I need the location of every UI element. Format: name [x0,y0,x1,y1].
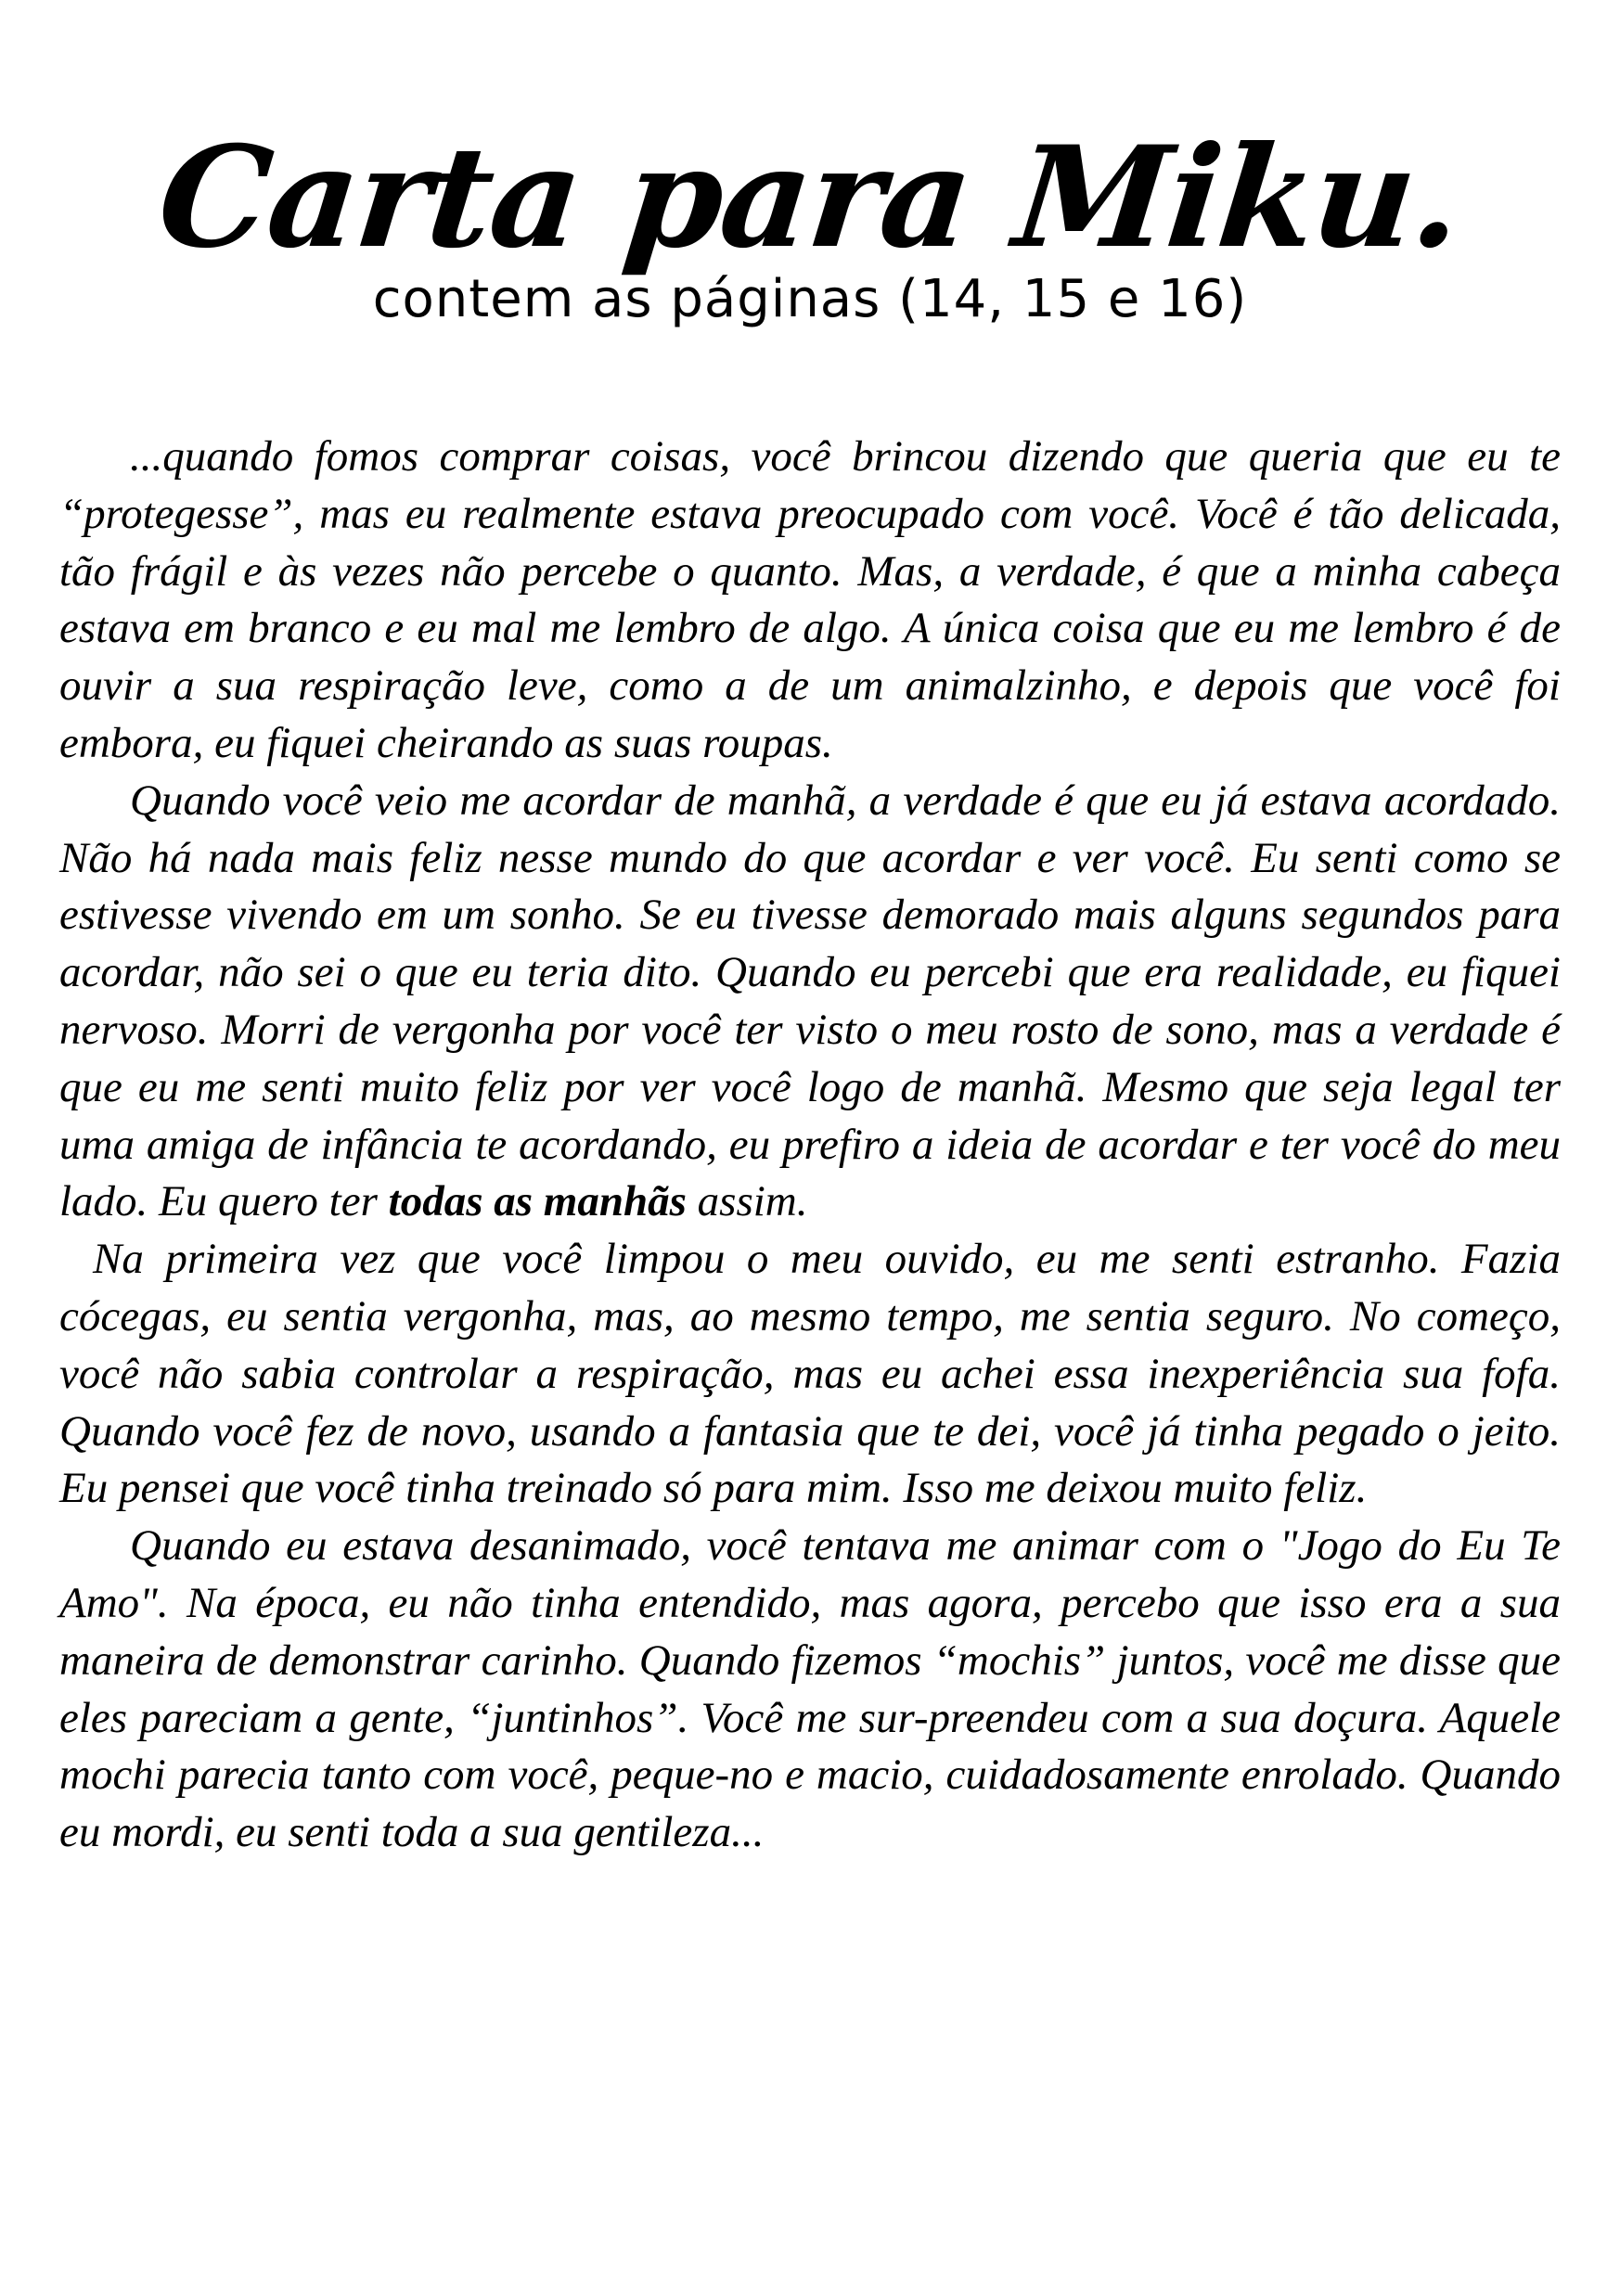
letter-header [0,109,1620,332]
paragraph-2-text-after: assim. [686,1177,808,1226]
page-title: Carta para Miku. [151,116,1469,279]
paragraph-2-text-before: Quando você veio me acordar de manhã, a verdade é que eu já estava acordado. Não há nada mais feliz nesse mundo do que acordar e ver você. Eu senti como se estivesse vivendo em um sonho. Se eu tivesse demorado mais alguns segundos para acordar, não sei o que eu teria dito. Quando eu percebi que era realidade, eu fiquei nervoso. Morri de vergonha por você ter visto o meu rosto de sono, mas a verdade é que eu me senti muito feliz por ver você logo de manhã. Mesmo que seja legal ter uma amiga de infância te acordando, eu prefiro a ideia de acordar e ter você do meu lado. Eu quero ter [59,776,1561,1226]
paragraph-3: Na primeira vez que você limpou o meu ouvido, eu me senti estranho. Fazia cócegas, eu sentia vergonha, mas, ao mesmo tempo, me sentia seguro. No começo, você não sabia controlar a respiração, mas eu achei essa inexperiência sua fofa. Quando você fez de novo, usando a fantasia que te dei, você já tinha pegado o jeito. Eu pensei que você tinha treinado só para mim. Isso me deixou muito feliz. [59,1235,1561,1513]
paragraph-4: Quando eu estava desanimado, você tentava me animar com o "Jogo do Eu Te Amo". Na época, eu não tinha entendido, mas agora, percebo que isso era a sua maneira de demonstrar carinho. Quando fizemos “mochis” juntos, você me disse que eles pareciam a gente, “juntinhos”. Você me sur-preendeu com a sua doçura. Aquele mochi parecia tanto com você, peque-no e macio, cuidadosamente enrolado. Quando eu mordi, eu senti toda a sua gentileza... [59,1521,1561,1857]
paragraph-1: ...quando fomos comprar coisas, você brincou dizendo que queria que eu te “protegesse”, mas eu realmente estava preocupado com você. Você é tão delicada, tão frágil e às vezes não percebe o quanto. Mas, a verdade, é que a minha cabeça estava em branco e eu mal me lembro de algo. A única coisa que eu me lembro é de ouvir a sua respiração leve, como a de um animalzinho, e depois que você foi embora, eu fiquei cheirando as suas roupas. [59,432,1561,767]
paragraph-2-emphasis: todas as manhãs [388,1177,687,1226]
paragraph-2 [59,773,1561,1231]
letter-body [59,429,1561,1862]
page-subtitle: contem as páginas (14, 15 e 16) [372,269,1248,329]
